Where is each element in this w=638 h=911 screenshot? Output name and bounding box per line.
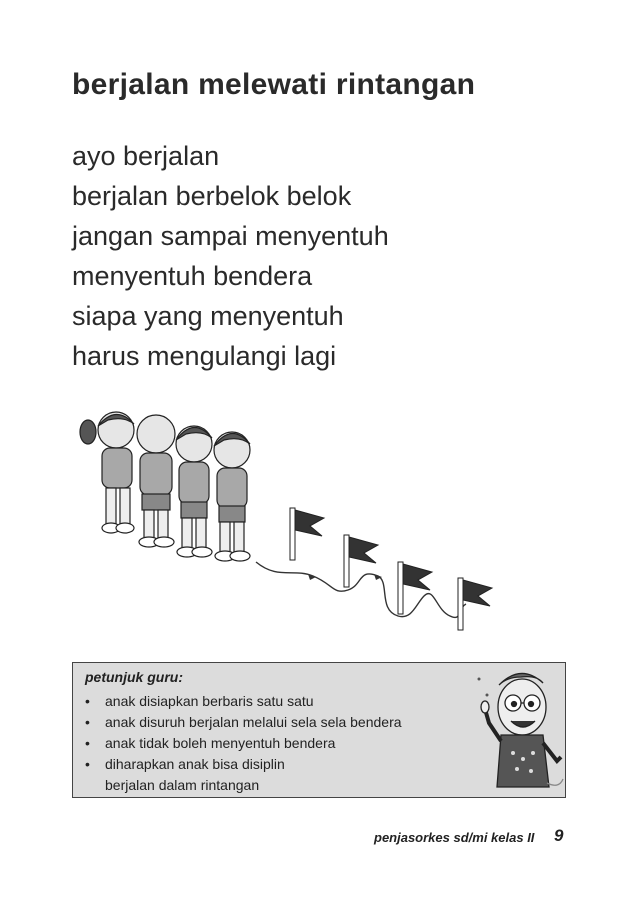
poem-line: siapa yang menyentuh bbox=[72, 301, 344, 331]
children-walking-past-flags-illustration bbox=[78, 390, 518, 640]
poem-line: harus mengulangi lagi bbox=[72, 341, 337, 371]
guide-heading: petunjuk guru: bbox=[85, 669, 183, 685]
guide-item-text: anak disiapkan berbaris satu satu bbox=[105, 693, 314, 709]
poem-line: menyentuh bendera bbox=[72, 261, 313, 291]
teacher-guide-box bbox=[72, 662, 566, 798]
guide-item-text: anak tidak boleh menyentuh bendera bbox=[105, 735, 336, 751]
guide-item bbox=[85, 712, 402, 733]
guide-item-text: diharapkan anak bisa disiplin bbox=[105, 756, 285, 772]
bullet: • bbox=[85, 693, 90, 709]
guide-item bbox=[85, 733, 402, 754]
bullet: • bbox=[85, 714, 90, 730]
book-title: penjasorkes sd/mi kelas II bbox=[374, 830, 535, 845]
guide-item bbox=[85, 691, 402, 712]
page-title: berjalan melewati rintangan bbox=[72, 68, 476, 101]
poem-line: berjalan berbelok belok bbox=[72, 181, 352, 211]
teacher-character-illustration bbox=[477, 665, 567, 797]
guide-list bbox=[85, 691, 402, 796]
guide-item bbox=[85, 754, 402, 775]
bullet: • bbox=[85, 735, 90, 751]
poem-line: jangan sampai menyentuh bbox=[72, 221, 389, 251]
poem-line: ayo berjalan bbox=[72, 141, 220, 171]
bullet: • bbox=[85, 756, 90, 772]
poem bbox=[72, 136, 389, 376]
page-number: 9 bbox=[554, 826, 564, 845]
guide-item-continuation: berjalan dalam rintangan bbox=[105, 777, 260, 793]
guide-item-text: anak disuruh berjalan melalui sela sela bendera bbox=[105, 714, 402, 730]
